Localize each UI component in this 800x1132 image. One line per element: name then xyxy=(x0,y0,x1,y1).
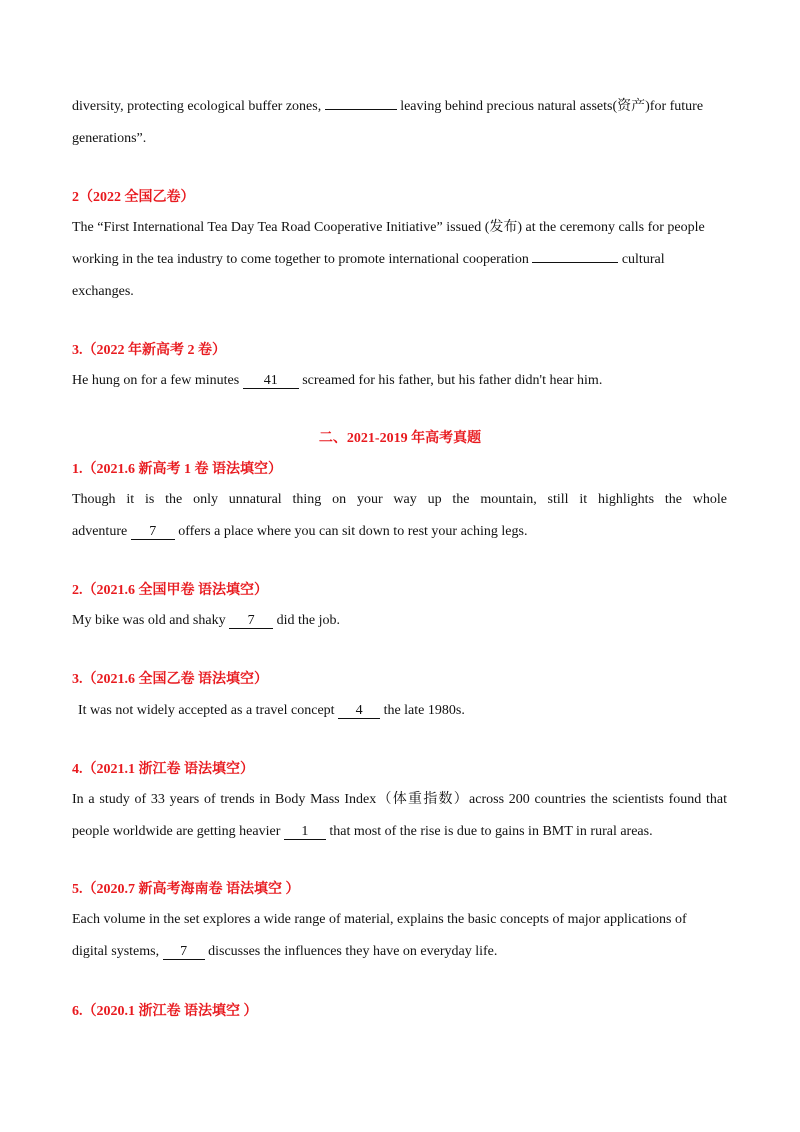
answer-blank[interactable]: 4 xyxy=(338,703,380,719)
text-segment: My bike was old and shaky xyxy=(72,613,230,628)
question-heading: 3.（2022 年新高考 2 卷） xyxy=(72,343,226,358)
text-segment: digital systems, xyxy=(72,944,163,959)
answer-blank[interactable]: 7 xyxy=(131,524,175,540)
answer-blank[interactable]: 7 xyxy=(163,944,205,960)
paragraph-line: generations”. xyxy=(72,131,147,146)
paragraph-line xyxy=(72,523,732,541)
paragraph-line xyxy=(72,372,732,390)
paragraph-line: exchanges. xyxy=(72,284,134,299)
text-segment: working in the tea industry to come together to promote international cooperation xyxy=(72,252,533,267)
text-segment: cultural xyxy=(618,252,665,267)
question-heading: 5.（2020.7 新高考海南卷 语法填空 ） xyxy=(72,882,300,897)
paragraph-line xyxy=(72,943,732,961)
question-heading: 6.（2020.1 浙江卷 语法填空 ） xyxy=(72,1004,258,1019)
paragraph-line xyxy=(72,98,732,116)
text-segment: diversity, protecting ecological buffer zones, xyxy=(72,99,325,114)
question-heading: 2.（2021.6 全国甲卷 语法填空） xyxy=(72,583,268,598)
text-segment: discusses the influences they have on everyday life. xyxy=(204,944,498,959)
question-heading: 2（2022 全国乙卷） xyxy=(72,190,195,205)
text-segment: offers a place where you can sit down to rest your aching legs. xyxy=(174,524,528,539)
answer-blank[interactable]: 7 xyxy=(229,613,273,629)
answer-blank[interactable]: 1 xyxy=(284,824,326,840)
paragraph-line xyxy=(72,823,732,841)
paragraph-line xyxy=(78,702,738,720)
paragraph-line: The “First International Tea Day Tea Road Cooperative Initiative” issued (发布) at the ceremony calls for people xyxy=(72,220,705,235)
question-heading: 1.（2021.6 新高考 1 卷 语法填空） xyxy=(72,462,282,477)
text-segment: It was not widely accepted as a travel concept xyxy=(78,703,339,718)
question-heading: 4.（2021.1 浙江卷 语法填空） xyxy=(72,762,254,777)
paragraph-line xyxy=(72,251,732,269)
answer-blank[interactable] xyxy=(532,262,618,263)
paragraph-line: In a study of 33 years of trends in Body Mass Index（体重指数）across 200 countries the scientists found that xyxy=(72,792,727,807)
text-segment: did the job. xyxy=(273,613,340,628)
text-segment: He hung on for a few minutes xyxy=(72,373,243,388)
paragraph-line: Though it is the only unnatural thing on your way up the mountain, still it highlights the whole xyxy=(72,492,727,507)
text-segment: adventure xyxy=(72,524,131,539)
answer-blank[interactable] xyxy=(325,109,397,110)
text-segment: that most of the rise is due to gains in BMT in rural areas. xyxy=(325,824,653,839)
text-segment: people worldwide are getting heavier xyxy=(72,824,284,839)
text-segment: leaving behind precious natural assets(资产)for future xyxy=(396,99,704,114)
section-title: 二、2021-2019 年高考真题 xyxy=(318,431,482,446)
paragraph-line: Each volume in the set explores a wide range of material, explains the basic concepts of major applications of xyxy=(72,912,687,927)
text-segment: screamed for his father, but his father didn't hear him. xyxy=(298,373,603,388)
answer-blank[interactable]: 41 xyxy=(243,373,299,389)
paragraph-line xyxy=(72,612,732,630)
text-segment: the late 1980s. xyxy=(380,703,465,718)
question-heading: 3.（2021.6 全国乙卷 语法填空） xyxy=(72,672,268,687)
